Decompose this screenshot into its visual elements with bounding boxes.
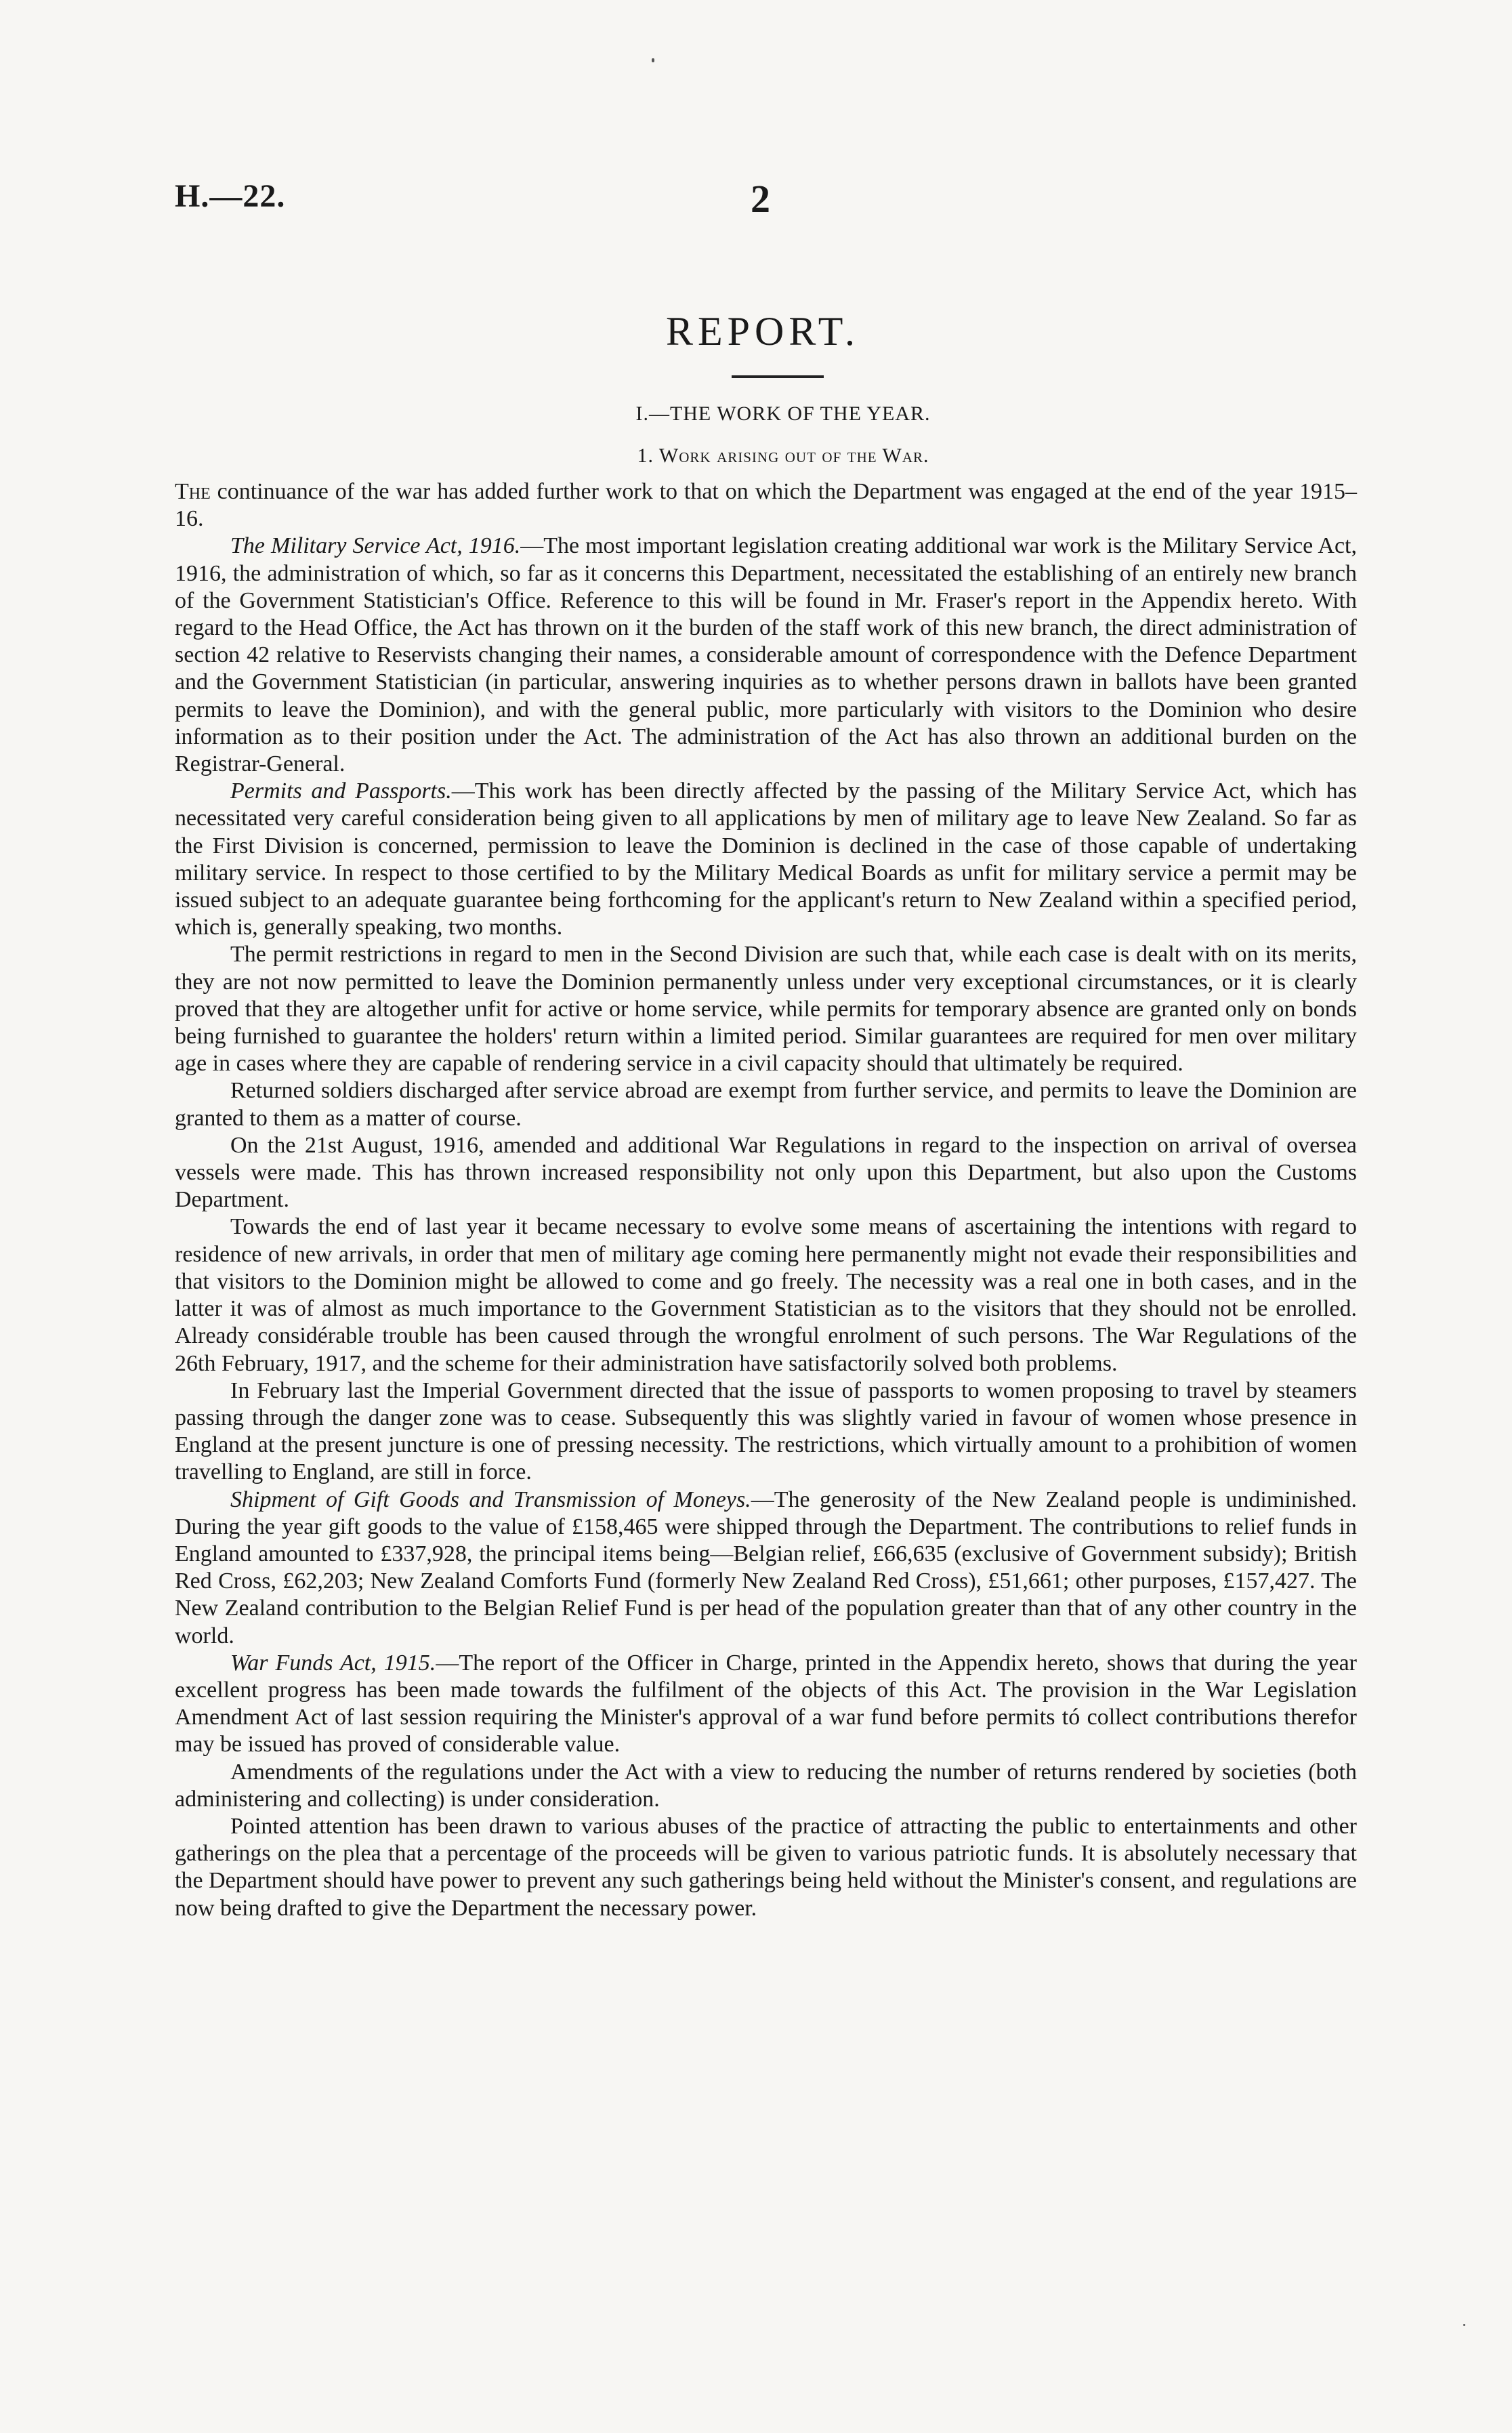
paragraph-text: On the 21st August, 1916, amended and additional War Regulations in regard to the inspection on arrival of oversea vessels were made. This has thrown increased responsibility not only upon this Department, but also upon the Customs Department. bbox=[175, 1132, 1357, 1213]
paragraph-war-regulations bbox=[175, 1132, 1357, 1214]
section-heading: I.—THE WORK OF THE YEAR. bbox=[635, 402, 931, 425]
paragraph-patriotic-funds bbox=[175, 1813, 1357, 1922]
report-body bbox=[175, 478, 1357, 1922]
paragraph-text: In February last the Imperial Government directed that the issue of passports to women proposing to travel by steamers passing through the danger zone was to cease. Subsequently this was slightly varied in favour of women whose presence in England at the present juncture is one of pressing necessity. The restrictions, which virtually amount to a prohibition of women travelling to England, are still in force. bbox=[175, 1377, 1357, 1485]
paragraph-text: Returned soldiers discharged after service abroad are exempt from further service, and permits to leave the Dominion are granted to them as a matter of course. bbox=[175, 1078, 1357, 1131]
paragraph-heading: War Funds Act, 1915. bbox=[230, 1650, 436, 1676]
paragraph-text: —This work has been directly affected by the passing of the Military Service Act, which has necessitated very careful consideration being given to all applications by men of military age to leave New Zealand. So far as the First Division is concerned, permission to leave the Dominion is declined in the case of those capable of undertaking military service. In respect to those certified to by the Military Medical Boards as unfit for military service a permit may be issued subject to an adequate guarantee being forthcoming for the applicant's return to New Zealand within a specified period, which is, generally speaking, two months. bbox=[175, 778, 1357, 940]
document-code: H.—22. bbox=[175, 178, 286, 214]
paragraph-heading: Permits and Passports. bbox=[230, 778, 452, 804]
paragraph-1 bbox=[175, 478, 1357, 533]
running-head bbox=[175, 177, 1359, 221]
paragraph-text: The permit restrictions in regard to men in the Second Division are such that, while each case is dealt with on its merits, they are not now permitted to leave the Dominion permanently unless under very exceptional circumstances, or it is clearly proved that they are altogether unfit for active or home service, while permits for temporary absence are granted only on bonds being furnished to guarantee the holders' return within a limited period. Similar guarantees are required for men over military age in cases where they are capable of rendering service in a civil capacity should that ultimately be required. bbox=[175, 942, 1357, 1077]
title-rule bbox=[732, 375, 824, 378]
lead-word: The bbox=[175, 479, 211, 504]
paragraph-second-division bbox=[175, 941, 1357, 1077]
paragraph-text: Towards the end of last year it became necessary to evolve some means of ascertaining the intentions with regard to residence of new arrivals, in order that men of military age coming here permanently might not evade their responsibilities and that visitors to the Dominion might be allowed to come and go freely. The necessity was a real one in both cases, and in the latter it was of almost as much importance to the Government Statistician as to the visitors that they should not be enrolled. Already considérable trouble has been caused through the wrongful enrolment of such persons. The War Regulations of the 26th February, 1917, and the scheme for their administration have satisfactorily solved both problems. bbox=[175, 1214, 1357, 1376]
paragraph-heading: Shipment of Gift Goods and Transmission of Moneys. bbox=[230, 1486, 751, 1512]
paragraph-text: —The report of the Officer in Charge, printed in the Appendix hereto, shows that during the year excellent progress has been made towards the fulfilment of the objects of this Act. The provision in the War Legislation Amendment Act of last session requiring the Minister's approval of a war fund before permits tó collect contributions therefor may be issued has proved of considerable value. bbox=[175, 1650, 1357, 1758]
paragraph-text: continuance of the war has added further work to that on which the Department was engaged at the end of the year 1915–16. bbox=[175, 479, 1357, 532]
paragraph-passports-women bbox=[175, 1377, 1357, 1486]
paragraph-new-arrivals bbox=[175, 1213, 1357, 1377]
paragraph-amendments bbox=[175, 1759, 1357, 1813]
paragraph-text: —The generosity of the New Zealand people is undiminished. During the year gift goods to the value of £158,465 were shipped through the Department. The contributions to relief funds in England amounted to £337,928, the principal items being—Belgian relief, £66,635 (exclusive of Government subsidy); British Red Cross, £62,203; New Zealand Comforts Fund (formerly New Zealand Red Cross), £51,661; other purposes, £157,427. The New Zealand contribution to the Belgian Relief Fund is per head of the population greater than that of any other country in the world. bbox=[175, 1486, 1357, 1648]
report-title: REPORT. bbox=[666, 309, 860, 354]
print-speck bbox=[652, 58, 654, 62]
paragraph-text: —The most important legislation creating additional war work is the Military Service Act, 1916, the administration of which, so far as it concerns this Department, necessitated the establishing of an entirely new branch of the Government Statistician's Office. Reference to this will be found in Mr. Fraser's report in the Appendix hereto. With regard to the Head Office, the Act has thrown on it the burden of the staff work of this new branch, the direct administration of section 42 relative to Reservists changing their names, a considerable amount of correspondence with the Defence Department and the Government Statistician (in particular, answering inquiries as to whether persons drawn in ballots have been granted permits to leave the Dominion), and with the general public, more particularly with visitors to the Dominion who desire information as to their position under the Act. The administration of the Act has also thrown an additional burden on the Registrar-General. bbox=[175, 533, 1357, 777]
page-number: 2 bbox=[751, 177, 770, 221]
paragraph-heading: The Military Service Act, 1916. bbox=[230, 533, 521, 559]
paragraph-military-service-act bbox=[175, 533, 1357, 778]
paragraph-text: Pointed attention has been drawn to various abuses of the practice of attracting the public to entertainments and other gatherings on the plea that a percentage of the proceeds will be given to various patriotic funds. It is absolutely necessary that the Department should have power to prevent any such gatherings being held without the Minister's consent, and regulations are now being drafted to give the Department the necessary power. bbox=[175, 1813, 1357, 1921]
paragraph-war-funds-act bbox=[175, 1650, 1357, 1759]
paragraph-returned-soldiers bbox=[175, 1077, 1357, 1131]
subsection-heading: 1. Work arising out of the War. bbox=[637, 444, 929, 467]
paragraph-permits-and-passports bbox=[175, 778, 1357, 941]
paragraph-text: Amendments of the regulations under the Act with a view to reducing the number of returns rendered by societies (both administering and collecting) is under consideration. bbox=[175, 1759, 1357, 1812]
paragraph-gift-goods bbox=[175, 1486, 1357, 1650]
print-speck bbox=[1463, 2324, 1465, 2326]
